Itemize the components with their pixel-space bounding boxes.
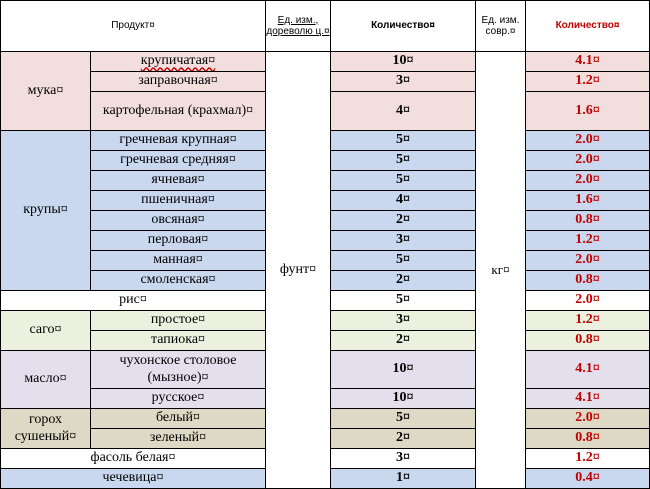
qty-kg: 0.8¤ — [526, 331, 650, 351]
qty-old: 5¤ — [331, 151, 476, 171]
group-flour: мука¤ — [1, 52, 91, 131]
product-name: рис¤ — [1, 291, 266, 311]
qty-old: 10¤ — [331, 351, 476, 389]
product-name: манная¤ — [91, 251, 266, 271]
group-cereals: крупы¤ — [1, 131, 91, 291]
qty-kg: 2.0¤ — [526, 251, 650, 271]
qty-old: 10¤ — [331, 52, 476, 72]
product-name: фасоль белая¤ — [1, 449, 266, 469]
product-name: пшеничная¤ — [91, 191, 266, 211]
qty-old: 2¤ — [331, 331, 476, 351]
qty-old: 2¤ — [331, 429, 476, 449]
qty-kg: 0.8¤ — [526, 429, 650, 449]
qty-kg: 0.8¤ — [526, 211, 650, 231]
unit-old-cell: фунт¤ — [266, 52, 331, 489]
qty-kg: 4.1¤ — [526, 389, 650, 409]
qty-kg: 0.8¤ — [526, 271, 650, 291]
product-name — [91, 52, 266, 72]
group-sago: саго¤ — [1, 311, 91, 351]
product-name: белый¤ — [91, 409, 266, 429]
product-name: зеленый¤ — [91, 429, 266, 449]
header-unit-new: Ед. изм. совр.¤ — [476, 1, 526, 52]
qty-old: 10¤ — [331, 389, 476, 409]
qty-kg: 0.4¤ — [526, 469, 650, 489]
product-name: гречневая крупная¤ — [91, 131, 266, 151]
product-name: чухонское столовое (мызное)¤ — [91, 351, 266, 389]
qty-old: 2¤ — [331, 211, 476, 231]
product-name: перловая¤ — [91, 231, 266, 251]
header-qty-new: Количество¤ — [526, 1, 650, 52]
group-peas: горох сушеный¤ — [1, 409, 91, 449]
header-row — [1, 1, 650, 52]
qty-old: 5¤ — [331, 251, 476, 271]
header-unit-old: Ед. изм., дореволю ц.¤ — [266, 1, 331, 52]
qty-old: 5¤ — [331, 409, 476, 429]
qty-kg: 1.6¤ — [526, 191, 650, 211]
product-name: русское¤ — [91, 389, 266, 409]
product-name: простое¤ — [91, 311, 266, 331]
group-butter: масло¤ — [1, 351, 91, 409]
product-name: заправочная¤ — [91, 72, 266, 92]
product-name-text: крупичатая¤ — [140, 53, 216, 69]
product-name: картофельная (крахмал)¤ — [91, 92, 266, 131]
qty-old: 4¤ — [331, 191, 476, 211]
qty-kg: 1.6¤ — [526, 92, 650, 131]
qty-old: 1¤ — [331, 469, 476, 489]
qty-old: 3¤ — [331, 231, 476, 251]
qty-kg: 2.0¤ — [526, 291, 650, 311]
table-row — [1, 52, 650, 72]
qty-kg: 4.1¤ — [526, 351, 650, 389]
unit-new-cell: кг¤ — [476, 52, 526, 489]
product-name: тапиока¤ — [91, 331, 266, 351]
qty-kg: 2.0¤ — [526, 409, 650, 429]
qty-kg: 1.2¤ — [526, 311, 650, 331]
qty-old: 4¤ — [331, 92, 476, 131]
qty-kg: 2.0¤ — [526, 131, 650, 151]
qty-old: 3¤ — [331, 311, 476, 331]
qty-kg: 1.2¤ — [526, 449, 650, 469]
qty-old: 2¤ — [331, 271, 476, 291]
qty-old: 5¤ — [331, 291, 476, 311]
qty-old: 5¤ — [331, 171, 476, 191]
header-qty-old: Количество¤ — [331, 1, 476, 52]
qty-old: 3¤ — [331, 449, 476, 469]
qty-kg: 1.2¤ — [526, 72, 650, 92]
product-name: чечевица¤ — [1, 469, 266, 489]
header-product: Продукт¤ — [1, 1, 266, 52]
product-name: смоленская¤ — [91, 271, 266, 291]
product-name: овсяная¤ — [91, 211, 266, 231]
qty-old: 5¤ — [331, 131, 476, 151]
product-name: гречневая средняя¤ — [91, 151, 266, 171]
qty-old: 3¤ — [331, 72, 476, 92]
qty-kg: 2.0¤ — [526, 171, 650, 191]
qty-kg: 1.2¤ — [526, 231, 650, 251]
product-name: ячневая¤ — [91, 171, 266, 191]
qty-kg: 2.0¤ — [526, 151, 650, 171]
qty-kg: 4.1¤ — [526, 52, 650, 72]
